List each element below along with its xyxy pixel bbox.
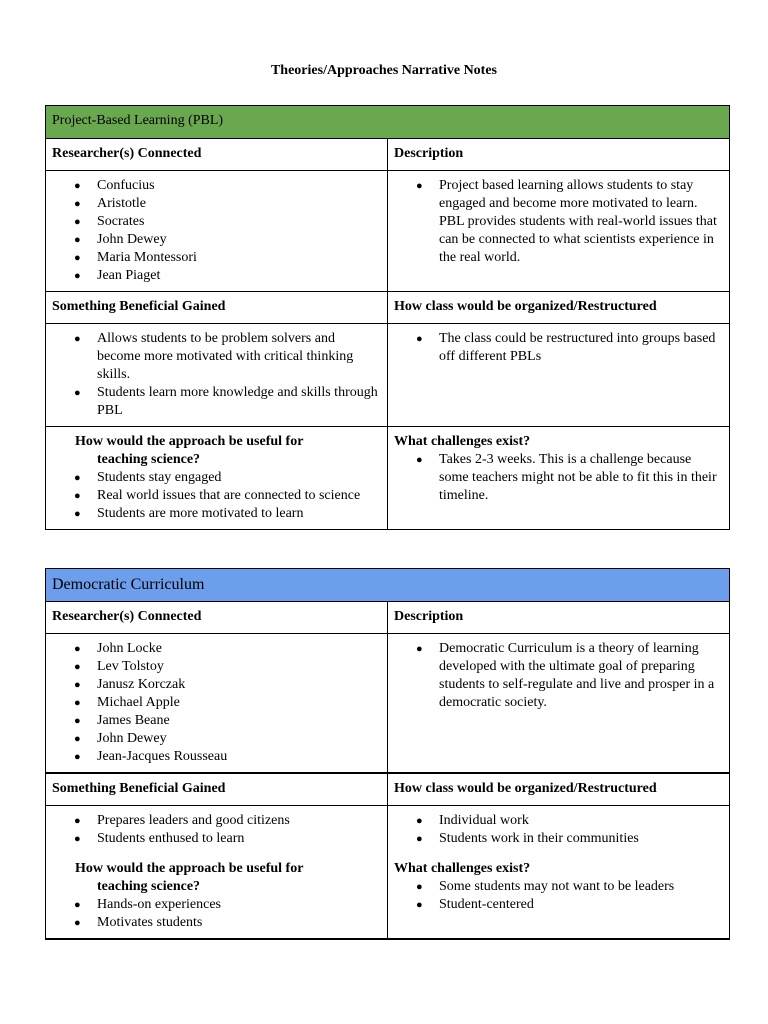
- pbl-description-cell: [388, 171, 730, 292]
- organized-header: How class would be organized/Restructured: [388, 292, 730, 324]
- dc-content-row-2: [46, 806, 730, 855]
- researchers-header: Researcher(s) Connected: [46, 602, 388, 634]
- challenges-label: What challenges exist?: [394, 861, 531, 876]
- list-item: ● Jean Piaget: [52, 267, 381, 285]
- list-item: ● Jean-Jacques Rousseau: [52, 748, 381, 766]
- list-item: ● Aristotle: [52, 195, 381, 213]
- list-item: ● Some students may not want to be leaders: [394, 878, 723, 896]
- dc-researchers-cell: [46, 634, 388, 774]
- list-item: ● Students learn more knowledge and skills through PBL: [52, 384, 381, 420]
- list-item: ● Student-centered: [394, 896, 723, 914]
- list-item: ● John Locke: [52, 640, 381, 658]
- list-item: ● Students are more motivated to learn: [52, 505, 381, 523]
- list-item: ● Students stay engaged: [52, 469, 381, 487]
- challenges-label: What challenges exist?: [394, 434, 531, 449]
- pbl-challenges-cell: [388, 427, 730, 530]
- dc-challenges-list: [394, 878, 723, 914]
- dc-description-list: [394, 640, 723, 712]
- dc-organized-cell: [388, 806, 730, 855]
- dc-beneficial-list: [52, 812, 381, 848]
- dc-content-row-1: [46, 634, 730, 774]
- list-item: ● John Dewey: [52, 730, 381, 748]
- pbl-useful-list: [52, 469, 381, 523]
- description-header: Description: [388, 139, 730, 171]
- list-item: ● Lev Tolstoy: [52, 658, 381, 676]
- list-item: ● Allows students to be problem solvers and become more motivated with critical thinking skills.: [52, 330, 381, 384]
- useful-label: [52, 860, 381, 896]
- list-item: ● James Beane: [52, 712, 381, 730]
- list-item: ● Michael Apple: [52, 694, 381, 712]
- dc-organized-list: [394, 812, 723, 848]
- pbl-challenges-list: [394, 451, 723, 505]
- dc-challenges-cell: [388, 854, 730, 939]
- dc-header-row-2: [46, 773, 730, 806]
- useful-label-line1: How would the approach be useful for: [75, 434, 304, 449]
- pbl-beneficial-list: [52, 330, 381, 420]
- pbl-organized-list: [394, 330, 723, 366]
- page-title: Theories/Approaches Narrative Notes: [270, 63, 498, 78]
- dc-content-row-3: [46, 854, 730, 939]
- pbl-description-list: [394, 177, 723, 267]
- dc-banner-row: [46, 569, 730, 602]
- useful-label-line2: teaching science?: [97, 879, 201, 894]
- dc-header-row-1: [46, 602, 730, 634]
- pbl-content-row-1: [46, 171, 730, 292]
- list-item: ● Motivates students: [52, 914, 381, 932]
- dc-useful-cell: [46, 854, 388, 939]
- pbl-content-row-3: [46, 427, 730, 530]
- list-item: ● Students enthused to learn: [52, 830, 381, 848]
- list-item: ● Real world issues that are connected to science: [52, 487, 381, 505]
- list-item: ● Maria Montessori: [52, 249, 381, 267]
- researchers-header: Researcher(s) Connected: [46, 139, 388, 171]
- pbl-researchers-list: [52, 177, 381, 285]
- dc-useful-list: [52, 896, 381, 932]
- list-item: ● Takes 2-3 weeks. This is a challenge because some teachers might not be able to fit this in their timeline.: [394, 451, 723, 505]
- useful-label-line2: teaching science?: [97, 452, 201, 467]
- dc-banner: Democratic Curriculum: [46, 569, 730, 602]
- list-item: ● Project based learning allows students to stay engaged and become more motivated to learn. PBL provides students with real-world issues that can be connected to what scientists experience in the real world.: [394, 177, 723, 267]
- list-item: ● Students work in their communities: [394, 830, 723, 848]
- pbl-header-row-2: [46, 292, 730, 324]
- pbl-banner: Project-Based Learning (PBL): [46, 106, 730, 139]
- beneficial-header: Something Beneficial Gained: [46, 773, 388, 806]
- list-item: ● Socrates: [52, 213, 381, 231]
- list-item: ● The class could be restructured into groups based off different PBLs: [394, 330, 723, 366]
- pbl-beneficial-cell: [46, 324, 388, 427]
- dc-researchers-list: [52, 640, 381, 766]
- list-item: ● John Dewey: [52, 231, 381, 249]
- democratic-table: [45, 568, 730, 940]
- dc-beneficial-cell: [46, 806, 388, 855]
- pbl-useful-cell: [46, 427, 388, 530]
- pbl-organized-cell: [388, 324, 730, 427]
- list-item: ● Confucius: [52, 177, 381, 195]
- useful-label: [52, 433, 381, 469]
- beneficial-header: Something Beneficial Gained: [46, 292, 388, 324]
- pbl-table: [45, 105, 730, 530]
- pbl-header-row-1: [46, 139, 730, 171]
- list-item: ● Prepares leaders and good citizens: [52, 812, 381, 830]
- list-item: ● Individual work: [394, 812, 723, 830]
- organized-header: How class would be organized/Restructured: [388, 773, 730, 806]
- list-item: ● Hands-on experiences: [52, 896, 381, 914]
- description-header: Description: [388, 602, 730, 634]
- pbl-researchers-cell: [46, 171, 388, 292]
- pbl-banner-row: [46, 106, 730, 139]
- dc-description-cell: [388, 634, 730, 774]
- list-item: ● Democratic Curriculum is a theory of learning developed with the ultimate goal of preparing students to self-regulate and live and prosper in a democratic society.: [394, 640, 723, 712]
- list-item: ● Janusz Korczak: [52, 676, 381, 694]
- pbl-content-row-2: [46, 324, 730, 427]
- useful-label-line1: How would the approach be useful for: [75, 861, 304, 876]
